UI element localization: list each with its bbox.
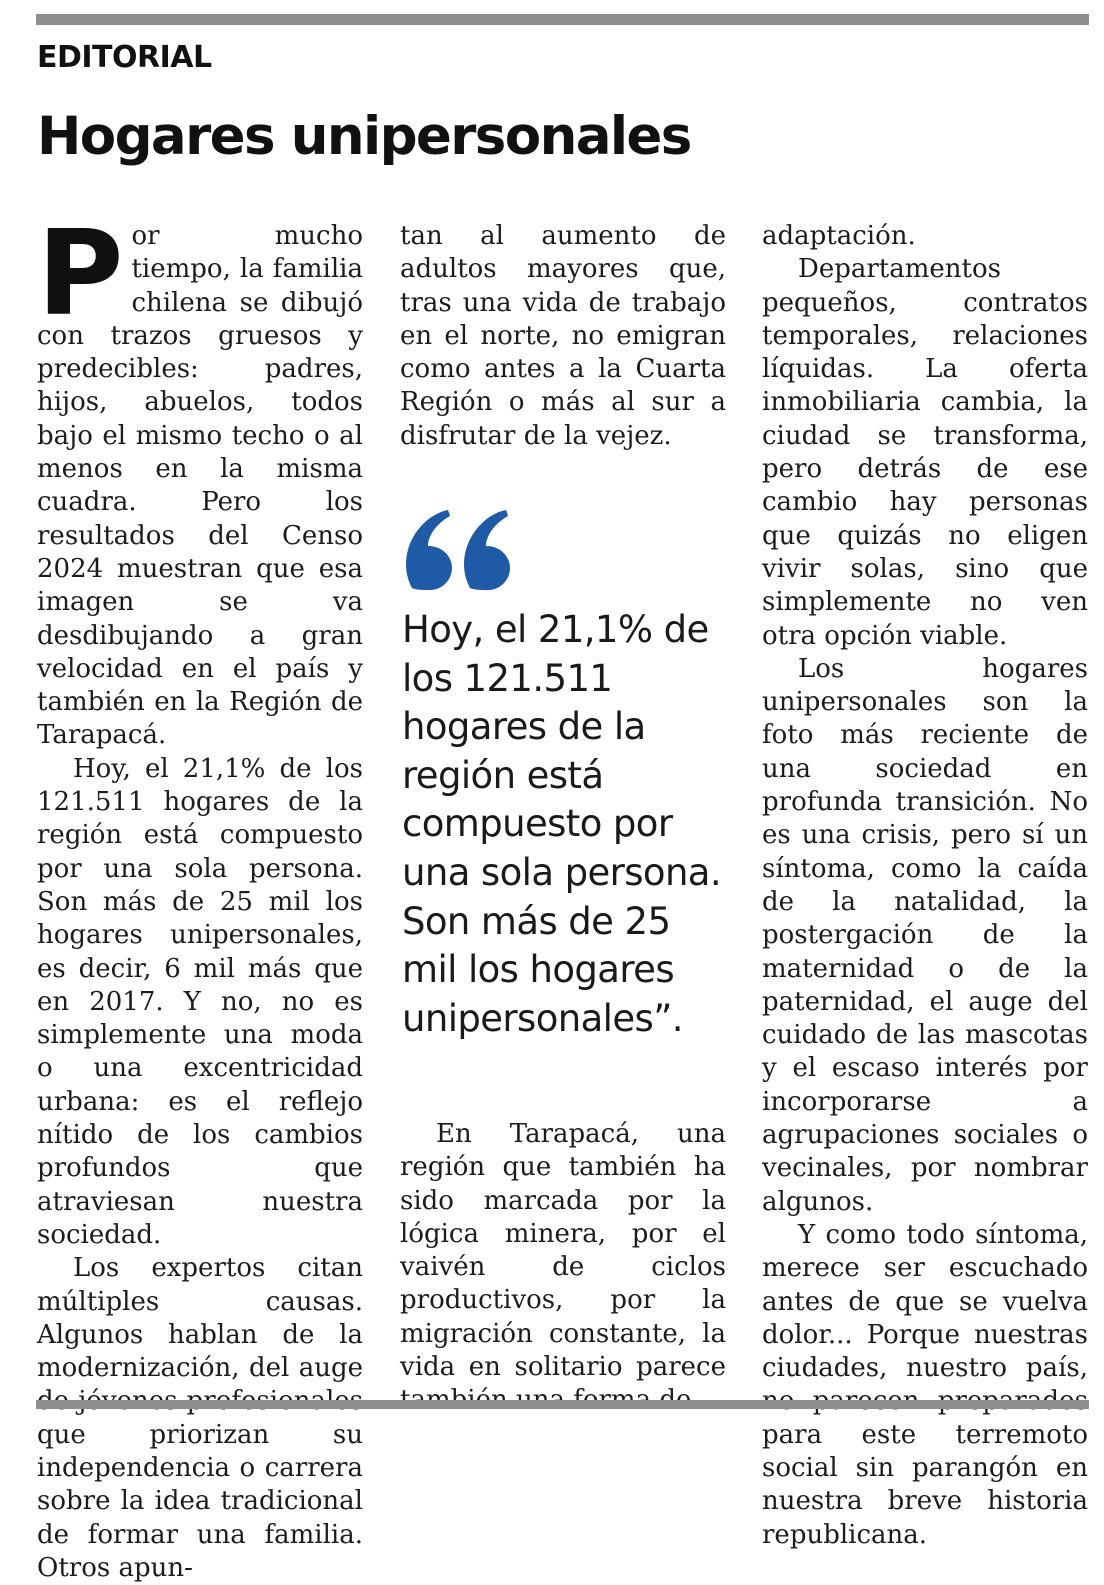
paragraph-5: En Tarapacá, una región que también ha sido marcada por la lógica minera, por el vaivén de ciclos productivos, por la migración constante, la vida en solitario parece bbox=[400, 1119, 726, 1383]
paragraph-6: adaptación. bbox=[762, 221, 916, 251]
top-rule bbox=[36, 14, 1089, 25]
pull-quote bbox=[402, 606, 732, 1043]
column-1 bbox=[37, 204, 363, 1585]
paragraph-2: Hoy, el 21,1% de los 121.511 hogares de la región está compuesto por una sola persona. Son más de 25 mil los hogares unipersonales, es decir, 6 mil más que en 2017. Y no, no es simplemente una moda o una excentricidad urbana: es el reflejo nítido de los cambios profundos que atraviesan nuestra sociedad. bbox=[37, 753, 363, 1250]
section-label: EDITORIAL bbox=[37, 40, 212, 75]
opening-quote-icon bbox=[402, 470, 522, 590]
paragraph-8: Los hogares unipersonales son la foto más reciente de una sociedad en profunda transición. No es una crisis, pero sí un síntoma, como la caída de la natalidad, la postergación de la maternidad o de la paternidad, el auge del cuidado de las mascotas y el escaso interés por incorporarse a agrupaciones sociales o vecinales, por nombrar algunos. bbox=[762, 653, 1088, 1217]
drop-cap: P bbox=[37, 204, 124, 342]
paragraph-4: tan al aumento de adultos mayores que, tras una vida de trabajo en el norte, no emigran como antes a la Cuarta Región o más al sur a disfrutar de la vejez. bbox=[400, 221, 726, 451]
column-3 bbox=[762, 220, 1088, 1552]
pull-quote-text: Hoy, el 21,1% de los 121.511 hogares de la región está compuesto por una sola persona. Son más de 25 mil los hogares unipersonales”. bbox=[402, 608, 722, 1040]
column-2 bbox=[400, 220, 726, 453]
paragraph-7: Departamentos pequeños, contratos temporales, relaciones líquidas. La oferta inmobiliaria cambia, la ciudad se transforma, pero detrás de ese cambio hay personas que quizás no eligen vivir solas, sino que simplemente no ven otra opción viable. bbox=[762, 254, 1088, 651]
bottom-rule bbox=[36, 1400, 1089, 1409]
paragraph-3: Los expertos citan múltiples causas. Algunos hablan de la modernización, del auge que priorizan su independencia o carrera sobre la idea tradicional de formar una familia. Otros apun- bbox=[37, 1253, 363, 1583]
paragraph-1 bbox=[37, 204, 363, 753]
paragraph-9: Y como todo síntoma, merece ser escuchado antes de que se vuelva dolor... Porque nuestras ciudades, nuestro país, para este terremoto social sin parangón en nuestra breve historia republicana. bbox=[762, 1219, 1088, 1550]
paragraph-1-text: or mucho tiempo, la familia chilena se dibujó con trazos gruesos y predecibles: padres, hijos, abuelos, todos bajo el mismo techo o al menos en la misma cuadra. Pero los resultados del Censo 2024 muestran que esa imagen se va desdibujando a gran velocidad en el país y también en la Región de Tarapacá. bbox=[37, 221, 363, 751]
headline: Hogares unipersonales bbox=[37, 106, 691, 167]
column-2-bottom bbox=[400, 1118, 726, 1418]
